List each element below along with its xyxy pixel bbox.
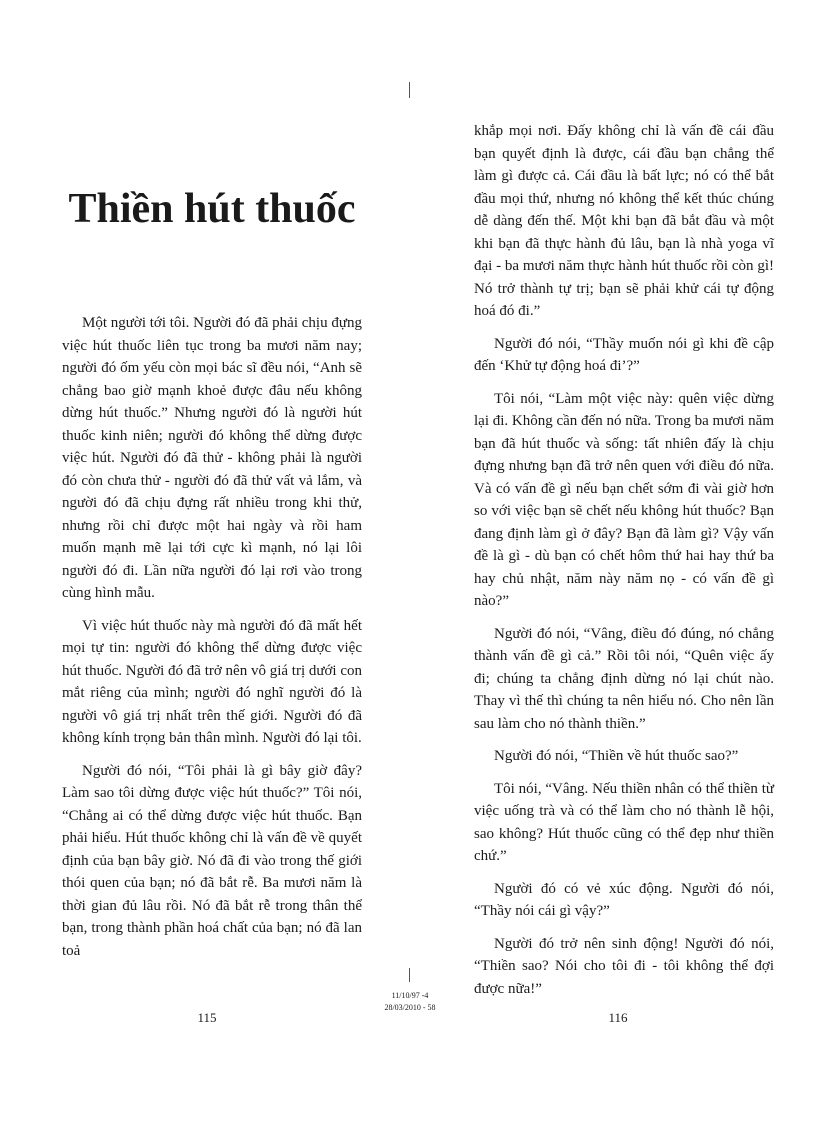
gutter-mark-top bbox=[409, 82, 410, 98]
paragraph: Người đó nói, “Thầy muốn nói gì khi đề cập đến ‘Khử tự động hoá đi’?” bbox=[474, 335, 774, 374]
paragraph: Tôi nói, “Làm một việc này: quên việc dừng lại đi. Không cần đến nó nữa. Trong ba mươi năm bạn đã hút thuốc và sống: tất nhiên đấy là chịu đựng nhưng bạn đã trở nên quen với điều đó nữa. Và có vấn đề gì nếu bạn chết sớm đi vài giờ hơn so với việc bạn sẽ chết nếu không hút thuốc? Bạn đang định làm gì ở đây? Bạn đã làm gì? Vậy vấn đề là gì - dù bạn có chết hôm thứ hai hay thứ ba hay chủ nhật, năm này năm nọ - có vấn đề gì nào?” bbox=[474, 390, 774, 609]
paragraph: Tôi nói, “Vâng. Nếu thiền nhân có thể thiền từ việc uống trà và có thể làm cho nó thành lễ hội, sao không? Hút thuốc cũng có thể đẹp như thiền chứ.” bbox=[474, 780, 774, 864]
paragraph: Người đó nói, “Thiền về hút thuốc sao?” bbox=[494, 748, 739, 764]
paragraph: Người đó nói, “Vâng, điều đó đúng, nó chẳng thành vấn đề gì cả.” Rồi tôi nói, “Quên việc ấy đi; chúng ta chẳng định dừng nó lại chút nào. Thay vì thế thì chúng ta nên hiểu nó. Cho nên lần sau làm cho nó thành thiền.” bbox=[474, 625, 774, 732]
page-number-right: 116 bbox=[608, 1010, 628, 1025]
imprint-line-2: 28/03/2010 - 58 bbox=[384, 1003, 436, 1012]
gutter-mark-bottom bbox=[409, 968, 410, 982]
paragraph: Người đó nói, “Tôi phải là gì bây giờ đây? Làm sao tôi dừng được việc hút thuốc?” Tôi nói, “Chẳng ai có thể dừng được việc hút thuốc. Bạn phải hiểu. Hút thuốc không chỉ là vấn đề về quyết định của bạn bây giờ. Nó đã đi vào trong thế giới thói quen của bạn; nó đã bắt rễ. Ba mươi năm là thời gian đủ lâu rồi. Nó đã bắt rễ trong thân thể bạn, trong thành phần hoá chất của bạn; nó đã lan toả bbox=[62, 762, 362, 959]
paragraph: Một người tới tôi. Người đó đã phải chịu đựng việc hút thuốc liên tục trong ba mươi năm nay; người đó ốm yếu còn mọi bác sĩ đều nói, “Anh sẽ chẳng bao giờ mạnh khoẻ được đâu nếu không dừng hút thuốc.” Nhưng người đó là người hút thuốc kinh niên; người đó không thể dừng được việc hút. Người đó đã thử - không phải là người đó còn chưa thử - người đó đã thử vất vả lắm, và người đó đã chịu đựng rất nhiều trong khi thử, nhưng rồi chỉ được một hai ngày và rồi ham muốn mạnh mẽ lại tới cực kì mạnh, nó lại lôi người đó đi. Lần nữa người đó lại rơi vào trong cùng hình mẫu. bbox=[62, 315, 362, 601]
imprint-line-1: 11/10/97 -4 bbox=[391, 991, 429, 1000]
paragraph: khắp mọi nơi. Đấy không chỉ là vấn đề cái đầu bạn quyết định là được, cái đầu bạn chẳng thể làm gì được cả. Cái đầu là bất lực; nó có thể bắt đầu mọi thứ, nhưng nó không thể kết thúc chúng dễ dàng đến thế. Một khi bạn đã bắt đầu và một khi bạn đã thực hành đủ lâu, bạn là nhà yoga vĩ đại - ba mươi năm thực hành hút thuốc rồi còn gì! Nó trở thành tự trị; bạn sẽ phải khử cái tự động hoá đó đi.” bbox=[474, 123, 774, 319]
right-page-text bbox=[474, 120, 774, 1010]
paragraph: Người đó có vẻ xúc động. Người đó nói, “Thầy nói cái gì vậy?” bbox=[474, 880, 774, 919]
page-number-left: 115 bbox=[197, 1010, 217, 1025]
left-page-text bbox=[62, 312, 362, 972]
paragraph: Người đó trở nên sinh động! Người đó nói, “Thiền sao? Nói cho tôi đi - tôi không thể đợi được nữa!” bbox=[474, 935, 774, 997]
chapter-title: Thiền hút thuốc bbox=[68, 186, 356, 232]
paragraph: Vì việc hút thuốc này mà người đó đã mất hết mọi tự tin: người đó không thể dừng được việc hút thuốc. Người đó đã trở nên vô giá trị dưới con mắt riêng của mình; người đó nghĩ người đó là người vô giá trị nhất trên thế giới. Người đó đã không kính trọng bản thân mình. Người đó lại tôi. bbox=[62, 617, 363, 746]
